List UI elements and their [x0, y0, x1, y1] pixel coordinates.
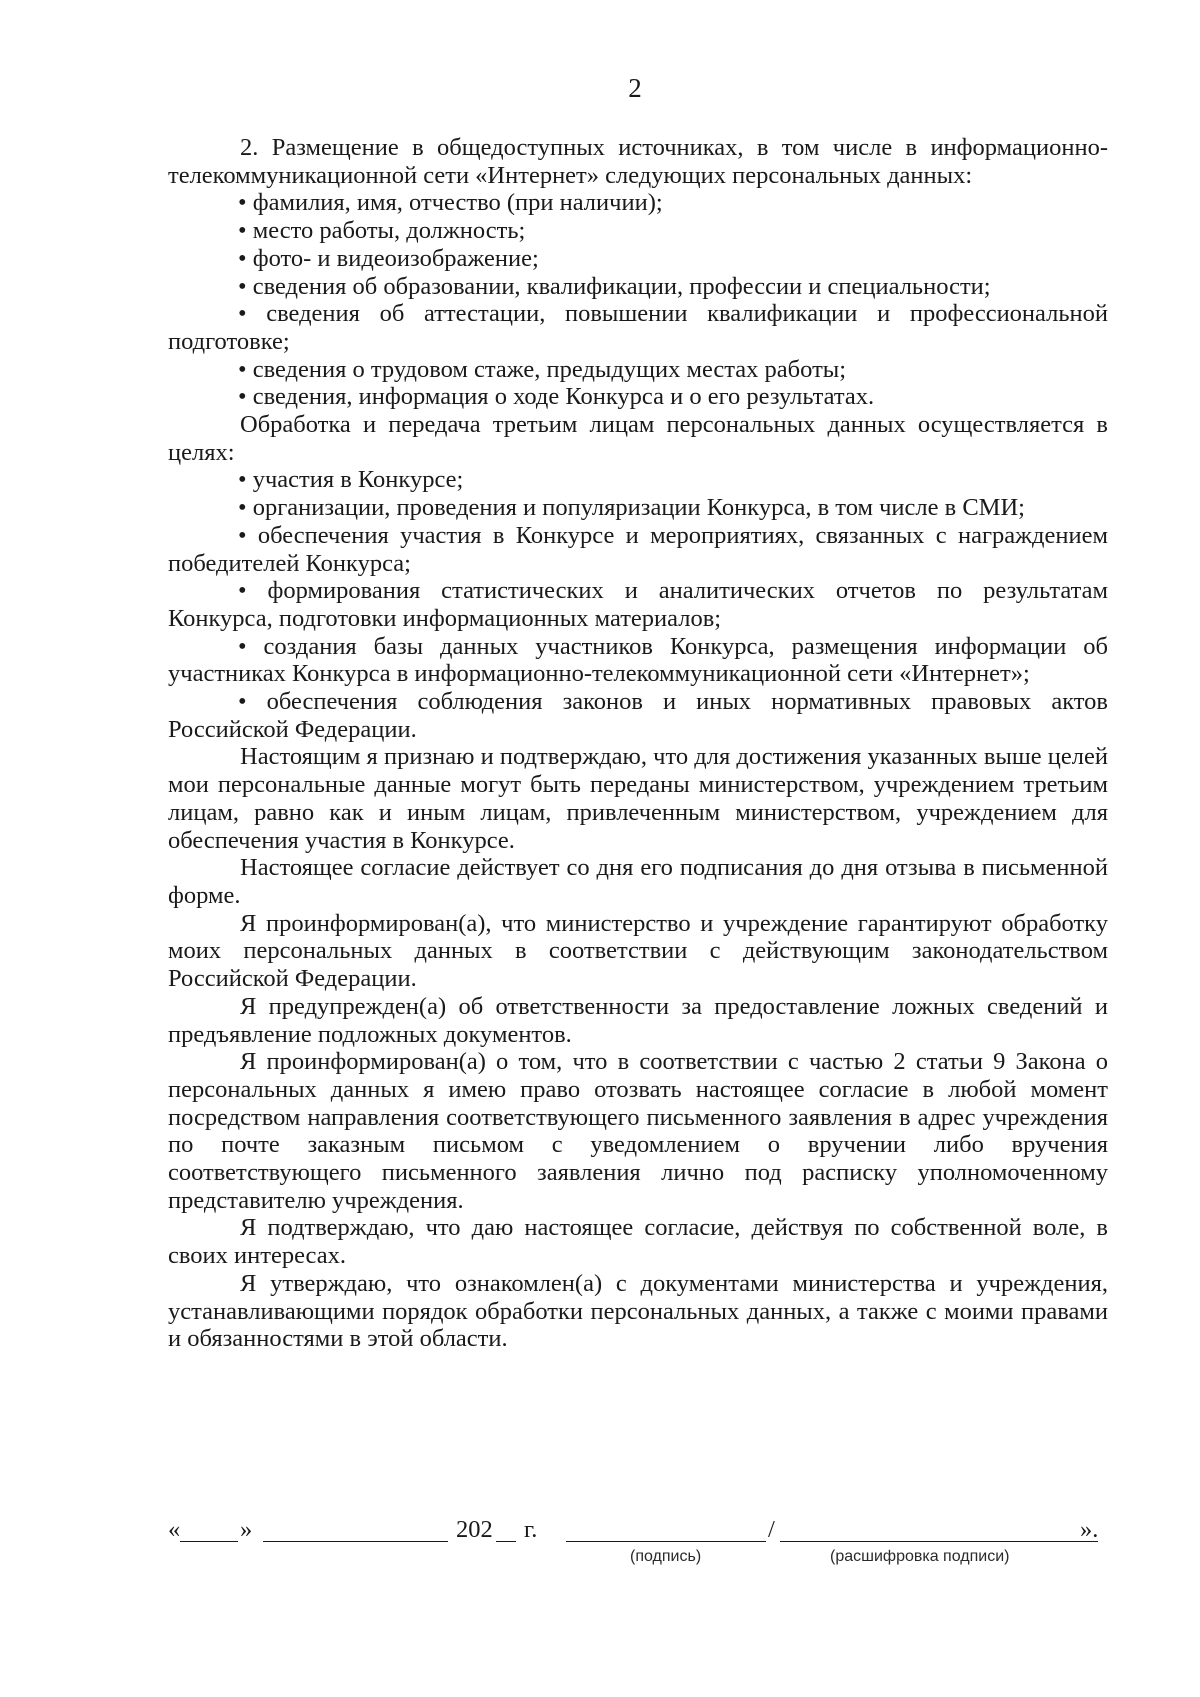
date-open-quote: «	[168, 1516, 181, 1543]
paragraph-free-will: Я подтверждаю, что даю настоящее согласие, действуя по собственной воле, в своих интересах.	[168, 1214, 1108, 1270]
bullet-item: • сведения, информация о ходе Конкурса и о его результатах.	[238, 383, 875, 411]
paragraph-acknowledgement: Настоящим я признаю и подтверждаю, что для достижения указанных выше целей мои персональные данные могут быть переданы министерством, учреждением третьим лицам, равно как и иным лицам, привлеченным министерством, учреждением для обеспечения участия в Конкурсе.	[168, 743, 1108, 854]
bullet-item: • обеспечения участия в Конкурсе и мероприятиях, связанных с награждением победителей Конкурса;	[168, 521, 1108, 577]
paragraph-guarantee: Я проинформирован(а), что министерство и учреждение гарантируют обработку моих персональных данных в соответствии с действующим законодательством Российской Федерации.	[168, 909, 1108, 993]
bullet-item: • сведения об аттестации, повышении квалификации и профессиональной подготовке;	[168, 300, 1108, 355]
paragraph-validity: Настоящее согласие действует со дня его подписания до дня отзыва в письменной форме.	[168, 854, 1108, 909]
bullet-item: • обеспечения соблюдения законов и иных нормативных правовых актов Российской Федерации.	[168, 688, 1108, 743]
bullet-item: • сведения об образовании, квалификации, профессии и специальности;	[238, 272, 991, 300]
bullet-item: • создания базы данных участников Конкурса, размещения информации об участниках Конкурса в информационно-телекоммуникационной сети «Интернет»;	[168, 632, 1108, 688]
paragraph-processing-purposes: Обработка и передача третьим лицам персональных данных осуществляется в целях:	[168, 411, 1108, 466]
paragraph-familiarization: Я утверждаю, что ознакомлен(а) с документами министерства и учреждения, устанавливающими порядок обработки персональных данных, а также с моими правами и обязанностями в этой области.	[168, 1269, 1108, 1353]
decoding-caption: (расшифровка подписи)	[830, 1548, 1010, 1565]
page-number: 2	[628, 73, 642, 103]
bullet-item: • место работы, должность;	[238, 217, 526, 245]
bullet-item: • формирования статистических и аналитических отчетов по результатам Конкурса, подготовки информационных материалов;	[168, 577, 1108, 632]
bullet-item: • участия в Конкурсе;	[238, 466, 464, 494]
year-suffix: г.	[524, 1516, 538, 1543]
signature-row	[168, 1515, 1108, 1575]
signature-blank[interactable]	[566, 1541, 766, 1542]
signature-end-mark: ».	[1080, 1516, 1099, 1543]
bullet-item: • организации, проведения и популяризации Конкурса, в том числе в СМИ;	[238, 494, 1025, 522]
paragraph-liability: Я предупрежден(а) об ответственности за предоставление ложных сведений и предъявление подложных документов.	[168, 992, 1108, 1048]
paragraph-placement: 2. Размещение в общедоступных источниках, в том числе в информационно-телекоммуникационной сети «Интернет» следующих персональных данных:	[168, 134, 1108, 189]
date-close-quote: »	[240, 1516, 253, 1543]
signature-decoding-blank[interactable]	[780, 1541, 1098, 1542]
year-blank[interactable]	[496, 1541, 516, 1542]
signature-separator: /	[768, 1516, 775, 1543]
signature-caption: (подпись)	[630, 1548, 702, 1565]
month-blank[interactable]	[263, 1541, 448, 1542]
bullet-item: • фамилия, имя, отчество (при наличии);	[238, 189, 663, 217]
year-prefix: 202	[456, 1516, 493, 1543]
day-blank[interactable]	[180, 1541, 238, 1542]
document-body	[168, 134, 1108, 1353]
paragraph-revocation: Я проинформирован(а) о том, что в соответствии с частью 2 статьи 9 Закона о персональных данных я имею право отозвать настоящее согласие в любой момент посредством направления соответствующего письменного заявления в адрес учреждения по почте заказным письмом с уведомлением о вручении либо вручения соответствующего письменного заявления лично под расписку уполномоченному представителю учреждения.	[168, 1048, 1108, 1214]
bullet-item: • сведения о трудовом стаже, предыдущих местах работы;	[238, 355, 847, 383]
bullet-item: • фото- и видеоизображение;	[238, 244, 539, 272]
